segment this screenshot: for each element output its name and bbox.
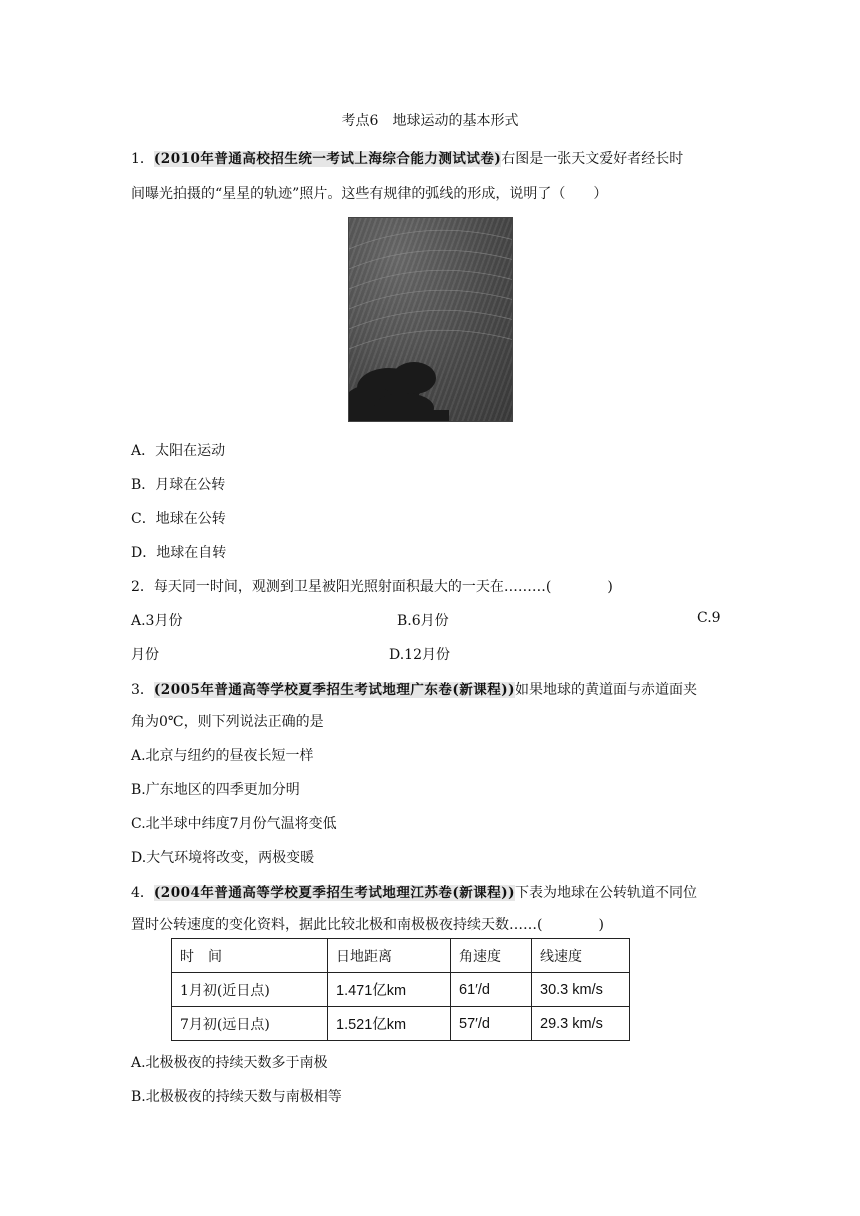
question-text-continued: 间曝光拍摄的“星星的轨迹”照片。这些有规律的弧线的形成，说明了（ ） [131, 186, 608, 202]
table-cell: 1.521亿km [328, 1007, 451, 1041]
question-text: 下表为地球在公转轨道不同位 [515, 885, 698, 901]
table-cell: 7月初(远日点) [172, 1007, 328, 1041]
option-d: D．地球在自转 [131, 545, 227, 561]
question-source: (2005年普通高等学校夏季招生考试地理广东卷(新课程)) [153, 682, 516, 698]
table-cell: 57′/d [451, 1007, 532, 1041]
question-1 [131, 147, 683, 168]
table-cell: 29.3 km/s [532, 1007, 630, 1041]
star-trail-image [349, 218, 512, 421]
table-cell: 1.471亿km [328, 973, 451, 1007]
option-a: A．太阳在运动 [131, 443, 226, 459]
table-cell: 30.3 km/s [532, 973, 630, 1007]
option-c: C.北半球中纬度7月份气温将变低 [131, 816, 337, 832]
question-text: 右图是一张天文爱好者经长时 [501, 151, 684, 167]
option-c: C．地球在公转 [131, 511, 226, 527]
question-text: 如果地球的黄道面与赤道面夹 [515, 682, 698, 698]
table-row [172, 973, 630, 1007]
option-b: B.广东地区的四季更加分明 [131, 782, 300, 798]
question-number: 4． [131, 885, 154, 901]
question-source: (2010年普通高校招生统一考试上海综合能力测试试卷) [153, 151, 502, 167]
option-c-continued: 月份 [131, 647, 159, 663]
option-a: A.北极极夜的持续天数多于南极 [131, 1055, 328, 1071]
table-header: 角速度 [451, 939, 532, 973]
question-4 [131, 881, 697, 902]
option-a: A.3月份 [131, 613, 183, 629]
question-number: 1． [131, 151, 154, 167]
option-b: B.北极极夜的持续天数与南极相等 [131, 1089, 342, 1105]
option-d: D.12月份 [389, 647, 450, 663]
page-title: 考点6 地球运动的基本形式 [341, 113, 519, 129]
option-c: C.9 [697, 610, 721, 626]
question-3 [131, 678, 697, 699]
option-d: D.大气环境将改变，两极变暖 [131, 850, 315, 866]
question-2 [131, 576, 613, 596]
star-trail-photo [348, 217, 513, 422]
question-text-continued: 角为0℃，则下列说法正确的是 [131, 714, 324, 730]
table-header: 日地距离 [328, 939, 451, 973]
table-header: 时 间 [172, 939, 328, 973]
option-b: B．月球在公转 [131, 477, 226, 493]
question-text-continued: 置时公转速度的变化资料，据此比较北极和南极极夜持续天数……( ) [131, 917, 604, 933]
table-cell: 61′/d [451, 973, 532, 1007]
orbit-speed-table [171, 938, 630, 1041]
option-a: A.北京与纽约的昼夜长短一样 [131, 748, 314, 764]
table-header-row [172, 939, 630, 973]
question-text: 每天同一时间，观测到卫星被阳光照射面积最大的一天在………( ) [153, 579, 613, 595]
table-row [172, 1007, 630, 1041]
option-b: B.6月份 [397, 613, 449, 629]
table-cell: 1月初(近日点) [172, 973, 328, 1007]
question-number: 3． [131, 682, 154, 698]
table-header: 线速度 [532, 939, 630, 973]
question-number: 2． [131, 579, 154, 595]
question-source: (2004年普通高等学校夏季招生考试地理江苏卷(新课程)) [153, 885, 516, 901]
